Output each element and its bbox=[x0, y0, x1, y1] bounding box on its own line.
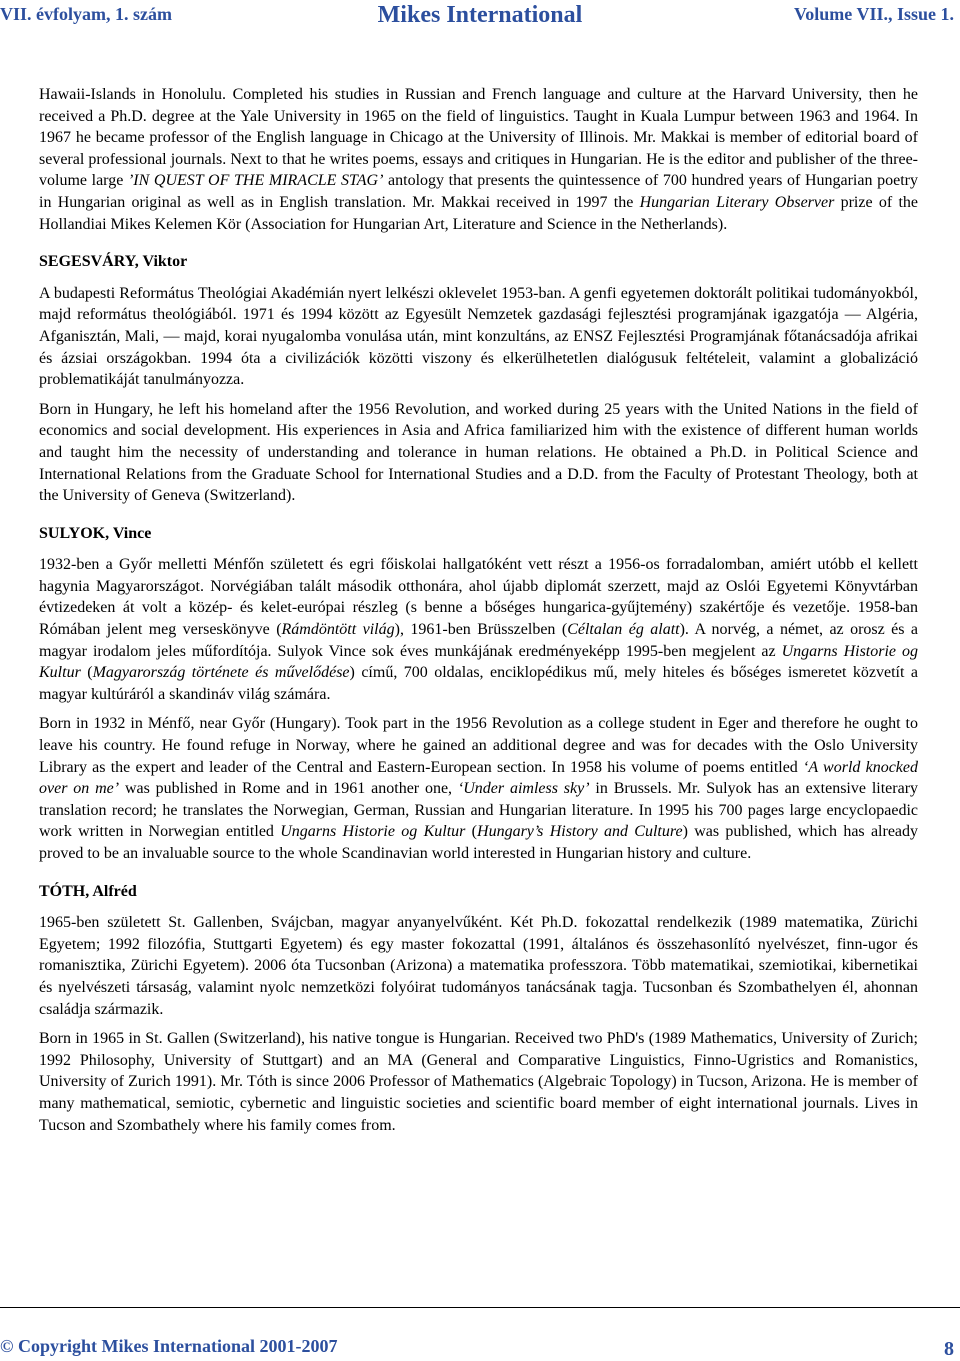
makkai-bio-continued bbox=[39, 84, 918, 235]
text-run: antology that presents the quintessence of 700 hundred years of Hungarian poetry in Hungarian original as well as in English translation. Mr. Makkai received in 1997 the bbox=[39, 172, 918, 211]
text-run: ), 1961-ben Brüsszelben ( bbox=[394, 621, 568, 639]
text-run: ( bbox=[465, 823, 478, 841]
text-run: in Brussels. Mr. Sulyok has an extensive literary translation record; he translates the Norwegian, German, Russian and Hungarian literature. In 1995 his 700 pages large encyclopaedic work written in Norwegian entitled bbox=[39, 780, 919, 841]
text-run: Born in 1932 in Ménfő, near Győr (Hungary). Took part in the 1956 Revolution as a college student in Eger and therefore he ought to leave his country. He found refuge in Norway, where he gained an additional degree and was for decades with the Oslo University Library as the expert and leader of the Central and Eastern-European section. In 1958 his volume of poems entitled bbox=[39, 715, 918, 776]
prize-name: Hungarian Literary Observer bbox=[639, 193, 835, 211]
sulyok-bio-en bbox=[39, 713, 918, 864]
author-heading-toth: TÓTH, Alfréd bbox=[39, 882, 137, 900]
book-title: ‘Under aimless sky’ bbox=[457, 780, 590, 798]
header-volume-hu: VII. évfolyam, 1. szám bbox=[0, 4, 172, 24]
header-volume-en: Volume VII., Issue 1. bbox=[793, 4, 954, 24]
author-heading-sulyok: SULYOK, Vince bbox=[39, 524, 152, 542]
document-body bbox=[39, 84, 918, 1144]
book-title: Magyarország története és művelődése bbox=[92, 664, 350, 682]
text-run: ). A norvég, a német, az orosz és a magyar irodalom jeles műfordítója. Sulyok Vince sok éves munkájának eredményeképp 1995-ben megjelent az bbox=[39, 621, 919, 660]
text-run: prize of the Hollandiai Mikes Kelemen Kör (Association for Hungarian Art, Literature and Science in the Netherlands). bbox=[39, 193, 918, 233]
segesvary-bio-hu: A budapesti Református Theológiai Akadémián nyert lelkészi oklevelet 1953-ban. A genfi egyetemen doktorált politikai tudományokból, majd református theológiából. 1971 és 1994 között az Egyesült Nemzetek gazdasági fejlesztési programjának igazgatója — Algéria, Afganisztán, Mali, — majd, korai nyugalomba vonulása után, mint konzultáns, az ENSZ Fejlesztési Programjának főtanácsadója afrikai és ázsiai országokban. 1994 óta a civilizációk közötti viszony és elkerülhetetlen dialógusuk feltételeit, valamint a globalizáció problematikáját tanulmányozza. bbox=[39, 284, 918, 389]
text-run: ) was published, which has already proved to be an invaluable source to the whole Scandinavian world interested in Hungarian history and culture. bbox=[39, 823, 919, 862]
page-number: 8 bbox=[944, 1338, 954, 1360]
text-run: 1932-ben a Győr melletti Ménfőn született és egri főiskolai hallgatóként vett részt a 1956-os forradalomban, amiért utóbb el kellett hagynia Magyarországot. Norvégiában talált második otthonára, ahol újabb diplomát szerzett, majd az Oslói Egyetemi Könyvtárban évtizedeken át volt a közép- és kelet-európai részleg (s benne a bőséges hungarica-gyűjtemény) szakértője és vezetője. 1958-ban Rómában jelent meg verseskönyve ( bbox=[39, 556, 918, 639]
text-run: was published in Rome and in 1961 another one, bbox=[119, 780, 458, 798]
text-run: ( bbox=[80, 664, 93, 682]
book-title: Hungary’s History and Culture bbox=[477, 823, 683, 841]
text-run: ) című, 700 oldalas, enciklopédikus mű, mely hiteles és bőséges ismeretet közvetít a magyar kultúráról a skandináv világ számára. bbox=[39, 664, 919, 703]
toth-bio-en: Born in 1965 in St. Gallen (Switzerland), his native tongue is Hungarian. Received two PhD's (1989 Mathematics, University of Zurich; 1992 Philosophy, University of Stuttgart) and an MA (General and Comparative Linguistics, Finno-Ugristics and Romanistics, University of Zurich 1991). Mr. Tóth is since 2006 Professor of Mathematics (Algebraic Topology) in Tucson, Arizona. He is member of many mathematical, semiotic, cybernetic and linguistic societies and scientific board member of eight international journals. Lives in Tucson and Szombathely where his family comes from. bbox=[39, 1030, 918, 1134]
text-run: Hawaii-Islands in Honolulu. Completed his studies in Russian and French language and culture at the Harvard University, then he received a Ph.D. degree at the Yale University in 1965 on the field of linguistics. Taught in Kuala Lumpur between 1963 and 1964. In 1967 he became professor of the English language in Chicago at the University of Illinois. Mr. Makkai is member of editorial board of several professional journals. Next to that he writes poems, essays and critiques in Hungarian. He is the editor and publisher of the three-volume large bbox=[39, 86, 918, 190]
book-title: ‘A world knocked over on me’ bbox=[39, 758, 919, 798]
book-title: Céltalan ég alatt bbox=[567, 621, 680, 639]
page-header bbox=[0, 0, 960, 40]
footer-divider bbox=[0, 1307, 960, 1308]
segesvary-bio-en: Born in Hungary, he left his homeland after the 1956 Revolution, and worked during 25 years with the United Nations in the field of economics and social development. His experiences in Asia and Africa familiarized him with the existence of different human worlds and taught him the necessity of understanding and tolerance in human relations. He obtained a Ph.D. in Political Science and International Relations from the Graduate School for International Studies and a D.D. from the Faculty of Protestant Theology, both at the University of Geneva (Switzerland). bbox=[39, 400, 918, 505]
toth-bio-hu: 1965-ben született St. Gallenben, Svájcban, magyar anyanyelvűként. Két Ph.D. fokozattal rendelkezik (1989 matematika, Zürichi Egyetem; 1992 filozófia, Stuttgarti Egyetem) és egy master fokozattal (1991, általános és összehasonlító nyelvészet, finn-ugor és romanisztika, Zürichi Egyetem). 2006 óta Tucsonban (Arizona) a matematika professzora. Több matematikai, szemiotikai, kibernetikai és nyelvészeti társaság, valamint nyolc nemzetközi folyóirat tudományos tanácsának tagja. Tucsonban és Szombathelyen él, ahonnan családja származik. bbox=[39, 914, 918, 1018]
footer-copyright: © Copyright Mikes International 2001-2007 bbox=[0, 1336, 338, 1356]
book-title: Ungarns Historie og Kultur bbox=[39, 642, 919, 682]
book-title: Rámdöntött világ bbox=[281, 621, 395, 639]
book-title: Ungarns Historie og Kultur bbox=[280, 823, 466, 841]
header-journal-title: Mikes International bbox=[377, 2, 583, 28]
sulyok-bio-hu bbox=[39, 554, 918, 705]
book-title: ’IN QUEST OF THE MIRACLE STAG’ bbox=[127, 172, 384, 190]
author-heading-segesvary: SEGESVÁRY, Viktor bbox=[39, 253, 188, 271]
